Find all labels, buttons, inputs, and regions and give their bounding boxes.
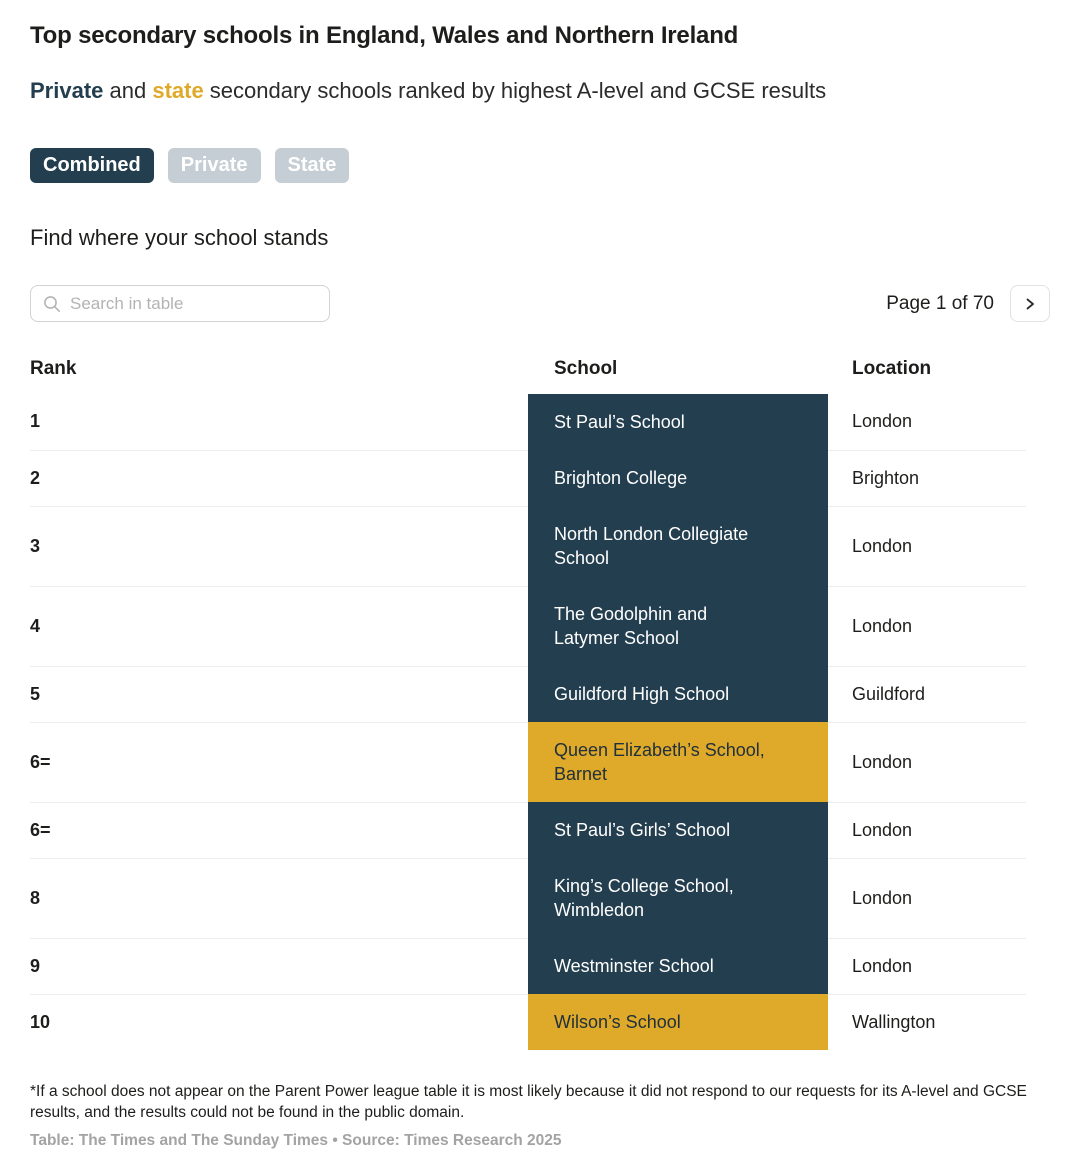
school-cell (528, 394, 828, 450)
school-name: Brighton College (554, 468, 688, 488)
location-cell: London (852, 411, 913, 432)
credit: Table: The Times and The Sunday Times • Source: Times Research 2025 (30, 1132, 562, 1149)
school-name: St Paul’s School (554, 412, 685, 432)
location-cell: London (828, 506, 1026, 586)
location-cell: Brighton (828, 450, 1026, 506)
table-row (30, 666, 1026, 722)
school-cell (528, 994, 828, 1050)
next-page-button[interactable] (1010, 285, 1050, 322)
school-cell (528, 506, 828, 586)
filter-button-group (30, 148, 1050, 183)
school-name: North London Collegiate School (554, 524, 749, 568)
pagination (886, 285, 1050, 322)
chevron-right-icon (1024, 297, 1036, 311)
rank-cell: 3 (30, 506, 528, 586)
rank-cell: 5 (30, 666, 528, 722)
search-icon (43, 295, 61, 313)
school-cell (528, 802, 828, 858)
search-input[interactable] (70, 294, 319, 314)
table-row (30, 994, 1026, 1050)
table-row (30, 394, 1026, 450)
page-title: Top secondary schools in England, Wales and Northern Ireland (30, 22, 739, 49)
column-header-rank: Rank (30, 358, 77, 379)
school-name: Wilson’s School (554, 1012, 681, 1032)
search-box[interactable] (30, 285, 330, 322)
location-cell: Wallington (828, 994, 1026, 1050)
column-header-school: School (554, 358, 618, 379)
location-cell: London (828, 938, 1026, 994)
school-cell (528, 450, 828, 506)
table-controls (30, 285, 1050, 322)
location-cell: London (828, 802, 1026, 858)
find-prompt: Find where your school stands (30, 225, 329, 250)
school-name: Guildford High School (554, 684, 730, 704)
location-cell: London (828, 722, 1026, 802)
school-cell (528, 666, 828, 722)
location-cell: London (828, 858, 1026, 938)
table-row (30, 722, 1026, 802)
rank-cell: 6= (30, 722, 528, 802)
rank-cell: 9 (30, 938, 528, 994)
school-cell (528, 938, 828, 994)
table-body (30, 394, 1026, 1050)
school-name: St Paul’s Girls’ School (554, 820, 731, 840)
location-cell: London (828, 586, 1026, 666)
rank-cell: 1 (30, 411, 41, 432)
school-name: The Godolphin and Latymer School (554, 604, 708, 648)
column-header-location: Location (852, 358, 932, 379)
filter-private-button[interactable]: Private (168, 148, 261, 183)
school-name: Queen Elizabeth’s School, Barnet (554, 740, 765, 784)
subtitle-private-label: Private (30, 78, 104, 103)
subtitle (30, 78, 1050, 104)
subtitle-rest: secondary schools ranked by highest A-level and GCSE results (203, 78, 827, 103)
footnote: *If a school does not appear on the Parent Power league table it is most likely because it did not respond to our requests for its A-level and GCSE results, and the results could not be found in the public domain. (30, 1083, 1027, 1121)
table-row (30, 450, 1026, 506)
schools-table (30, 358, 1026, 1050)
rank-cell: 10 (30, 994, 528, 1050)
rank-cell: 6= (30, 802, 528, 858)
subtitle-and: and (103, 78, 153, 103)
rank-cell: 8 (30, 858, 528, 938)
filter-combined-button[interactable]: Combined (30, 148, 154, 183)
rank-cell: 2 (30, 450, 528, 506)
school-cell (528, 722, 828, 802)
table-row (30, 586, 1026, 666)
table-row (30, 802, 1026, 858)
table-header (30, 358, 1026, 394)
filter-state-button[interactable]: State (275, 148, 350, 183)
school-name: Westminster School (554, 956, 714, 976)
rank-cell: 4 (30, 586, 528, 666)
school-name: King’s College School, Wimbledon (554, 876, 734, 920)
page-indicator: Page 1 of 70 (886, 292, 994, 314)
table-row (30, 858, 1026, 938)
location-cell: Guildford (828, 666, 1026, 722)
table-row (30, 506, 1026, 586)
school-cell (528, 858, 828, 938)
school-cell (528, 586, 828, 666)
table-row (30, 938, 1026, 994)
subtitle-state-label: state (152, 78, 204, 103)
